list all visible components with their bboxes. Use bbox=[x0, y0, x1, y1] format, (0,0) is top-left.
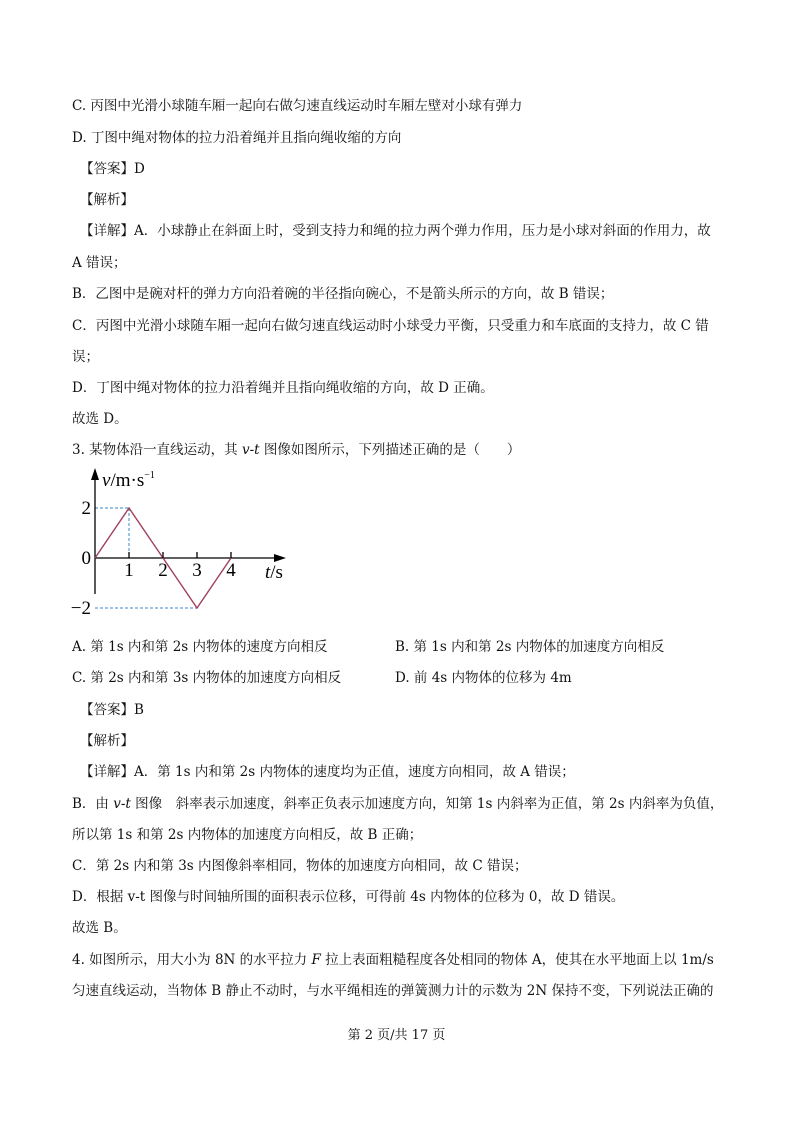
q3-detail-b-cont: 所以第 1s 和第 2s 内物体的加速度方向相反，故 B 正确； bbox=[72, 827, 423, 843]
q3-option-b: B. 第 1s 内和第 2s 内物体的加速度方向相反 bbox=[395, 639, 665, 655]
q3-detail-a: 【详解】A．第 1s 内和第 2s 内物体的速度均为正值，速度方向相同，故 A 错误； bbox=[80, 764, 575, 780]
y-axis-arrow bbox=[91, 468, 99, 480]
q2-answer: 【答案】D bbox=[80, 161, 145, 177]
q3-stem-post: 图像如图所示，下列描述正确的是（ ） bbox=[259, 442, 521, 458]
y-axis-label-exp: −1 bbox=[144, 470, 155, 481]
q2-detail-c: C．丙图中光滑小球随车厢一起向右做匀速直线运动时小球受力平衡，只受重力和车底面的支持力，故 C 错 bbox=[72, 318, 709, 334]
q3-answer: 【答案】B bbox=[80, 702, 144, 718]
q3-option-c: C. 第 2s 内和第 3s 内物体的加速度方向相反 bbox=[72, 670, 342, 686]
q2-option-c: C. 丙图中光滑小球随车厢一起向右做匀速直线运动时车厢左壁对小球有弹力 bbox=[72, 98, 523, 114]
y-tick-label-2: −2 bbox=[70, 598, 91, 619]
q2-detail-c-cont: 误； bbox=[72, 349, 99, 365]
q3-detail-d: D．根据 v-t 图像与时间轴所围的面积表示位移，可得前 4s 内物体的位移为 0，故 D 错误。 bbox=[72, 889, 625, 905]
q3-stem bbox=[72, 441, 520, 459]
q2-option-d: D. 丁图中绳对物体的拉力沿着绳并且指向绳收缩的方向 bbox=[72, 130, 402, 146]
q3-selection: 故选 B。 bbox=[72, 920, 127, 936]
q3-detail-b-pre: B．由 bbox=[72, 796, 114, 812]
x-axis-arrow bbox=[274, 554, 286, 562]
x-axis-label-t: t bbox=[265, 562, 271, 583]
q3-analysis-label: 【解析】 bbox=[80, 733, 134, 749]
q2-detail-d: D．丁图中绳对物体的拉力沿着绳并且指向绳收缩的方向，故 D 正确。 bbox=[72, 380, 494, 396]
q3-detail-b-post: 图像 斜率表示加速度，斜率正负表示加速度方向，知第 1s 内斜率为正值，第 2s 内斜率为负值， bbox=[130, 796, 724, 812]
vt-graph bbox=[70, 466, 308, 619]
q2-selection: 故选 D。 bbox=[72, 411, 128, 427]
q2-analysis-label: 【解析】 bbox=[80, 192, 134, 208]
y-tick-label-0: 2 bbox=[81, 498, 91, 519]
x-axis-label-unit: /s bbox=[270, 562, 283, 583]
q4-stem-post: 拉上表面粗糙程度各处相同的物体 A，使其在水平地面上以 1m/s bbox=[320, 952, 714, 968]
y-axis-label-v: v bbox=[102, 470, 111, 491]
y-axis-label bbox=[102, 470, 155, 491]
x-tick-label-4: 4 bbox=[226, 560, 236, 581]
q4-stem-pre: 4. 如图所示，用大小为 8N 的水平拉力 bbox=[72, 952, 312, 968]
q3-option-a: A. 第 1s 内和第 2s 内物体的速度方向相反 bbox=[72, 639, 328, 655]
y-tick-label-1: 0 bbox=[81, 548, 91, 569]
x-tick-label-2: 2 bbox=[158, 560, 168, 581]
page-footer: 第 2 页/共 17 页 bbox=[347, 1028, 446, 1043]
x-axis-label bbox=[265, 562, 283, 583]
q2-detail-b: B．乙图中是碗对杆的弹力方向沿着碗的半径指向碗心，不是箭头所示的方向，故 B 错误； bbox=[72, 286, 614, 302]
q4-stem-line2: 匀速直线运动，当物体 B 静止不动时，与水平绳相连的弹簧测力计的示数为 2N 保持不变，下列说法正确的 bbox=[72, 983, 714, 999]
q3-detail-c: C．第 2s 内和第 3s 内图像斜率相同，物体的加速度方向相同，故 C 错误； bbox=[72, 858, 528, 874]
q2-detail-a: 【详解】A．小球静止在斜面上时，受到支持力和绳的拉力两个弹力作用，压力是小球对斜面的作用力，故 bbox=[80, 223, 711, 239]
q3-stem-pre: 3. 某物体沿一直线运动，其 bbox=[72, 442, 242, 458]
y-axis-label-unit: /m·s bbox=[110, 470, 145, 491]
q4-force-f: F bbox=[311, 952, 321, 968]
q4-stem-line1 bbox=[72, 951, 714, 969]
q3-detail-b-vt: v-t bbox=[113, 796, 131, 812]
q3-stem-vt: v-t bbox=[241, 442, 260, 458]
q3-option-d: D. 前 4s 内物体的位移为 4m bbox=[395, 670, 572, 686]
x-tick-label-3: 3 bbox=[192, 560, 202, 581]
x-tick-label-1: 1 bbox=[124, 560, 134, 581]
q3-detail-b bbox=[72, 795, 723, 813]
tick-marks bbox=[129, 552, 231, 558]
q2-detail-a-cont: A 错误； bbox=[72, 255, 127, 271]
